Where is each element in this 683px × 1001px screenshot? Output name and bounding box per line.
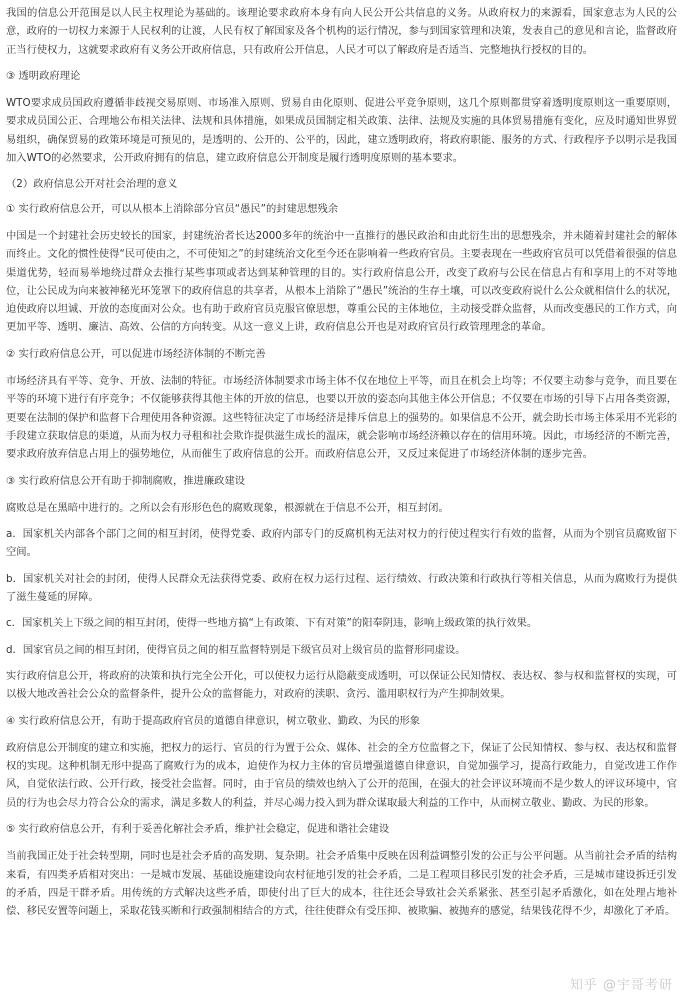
paragraph-item-c: c．国家机关上下级之间的相互封闭，使得一些地方搞“上有政策、下有对策”的阳奉阴违，影响上级政策的执行效果。: [6, 617, 538, 630]
paragraph-popular-sovereignty: 我国的信息公开范围是以人民主权理论为基础的。该理论要求政府本身有向人民公开公共信息的义务。从政府权力的来源看，国家意志为人民的公意，政府的一切权力来源于人民权利的让渡，人民有权了解国家及各个机构的运行情况，参与到国家管理和决策，发表自己的意见和言论，监督政府正当行使权力，这就要求政府有义务公开政府信息，只有政府公开信息，人民才可以了解政府是否适当、完整地执行授权的目的。: [6, 7, 677, 56]
paragraph-item-d: d．国家官员之间的相互封闭，使得官员之间的相互监督特别是下级官员对上级官员的监督形同虚设。: [6, 643, 466, 656]
heading-section-2: （2）政府信息公开对社会治理的意义: [6, 178, 178, 191]
heading-transparency-theory: ③ 透明政府理论: [6, 69, 81, 82]
paragraph-anti-corruption: 实行政府信息公开，将政府的决策和执行完全公开化，可以使权力运行从隐蔽变成透明，可以保证公民知情权、表达权、参与权和监督权的实现，可以极大地改善社会公众的监督条件，提升公众的监督能力，对政府的渎职、贪污、滥用职权行为产生抑制效果。: [6, 669, 677, 701]
paragraph-corruption-intro: 腐败总是在黑暗中进行的。之所以会有形形色色的腐败现象，根源就在于信息不公开，相互封闭。: [6, 501, 449, 514]
paragraph-social-conflicts: 当前我国正处于社会转型期，同时也是社会矛盾的高发期、复杂期。社会矛盾集中反映在因利益调整引发的公正与公平问题。从当前社会矛盾的结构来看，有四类矛盾相对突出：一是城市发展、基础设施建设向农村征地引发的社会矛盾，二是工程项目移民引发的社会矛盾，三是城市建设拆迁引发的矛盾，四是干群矛盾。用传统的方式解决这些矛盾，即使付出了巨大的成本，往往还会导致社会关系紧张、甚至引起矛盾激化，如在处理占地补偿、移民安置等问题上，采取花钱买断和行政强制相结合的方式，往往使群众有受压抑、被欺骗、被抛弃的感觉，结果钱花得不少，却激化了矛盾。: [6, 850, 677, 918]
paragraph-feudal-remnants: 中国是一个封建社会历史较长的国家，封建统治者长达2000多年的统治中一直推行的愚民政治和由此衍生出的思想残余，并未随着封建社会的解体而终止。文化的惯性使得“民可使由之，不可使知之”的封建统治文化至今还在影响着一些政府官员。主要表现在一些政府官员可以凭借着很强的信息渠道优势，轻而易举地绕过群众去推行某些事项或者达到某种管理的目的。实行政府信息公开，改变了政府与公民在信息占有和享用上的不对等地位，让公民成为向来被神秘光环笼罩下的政府信息的共享者，从根本上消除了“愚民”统治的生存土壤，可以改变政府说什么公众就相信什么的状况，迫使政府以坦诚、开放的态度面对公众。也有助于政府官员克服官僚思想，尊重公民的主体地位，主动接受群众监督，从而改变愚民的工作方式，向更加平等、透明、廉洁、高效、公信的方向转变。从这一意义上讲，政府信息公开也是对政府官员行政管理理念的革命。: [6, 229, 677, 334]
heading-point-3: ③ 实行政府信息公开有助于抑制腐败，推进廉政建设: [6, 474, 246, 487]
heading-point-1: ① 实行政府信息公开，可以从根本上消除部分官员“愚民”的封建思想残余: [6, 202, 339, 215]
paragraph-item-b: b．国家机关对社会的封闭，使得人民群众无法获得党委、政府在权力运行过程、运行绩效、行政决策和行政执行等相关信息，从而为腐败行为提供了滋生蔓延的屏障。: [6, 572, 677, 604]
heading-point-5: ⑤ 实行政府信息公开，有利于妥善化解社会矛盾，维护社会稳定，促进和谐社会建设: [6, 822, 390, 835]
paragraph-wto-transparency: WTO要求成员国政府遵循非歧视交易原则、市场准入原则、贸易自由化原则、促进公平竞争原则，这几个原则都贯穿着透明度原则这一重要原则，要求成员国公正、合理地公布相关法律、法规和具体措施，如果成员国制定相关政策、法律、法规及实施的具体贸易措施有变化，应及时通知世界贸易组织，确保贸易的政策环境是可预见的，是透明的、公开的、公平的，因此，建立透明政府，将政府职能、服务的方式、行政程序予以明示是我国加入WTO的必然要求，公开政府拥有的信息，建立政府信息公开制度是履行透明度原则的基本要求。: [6, 97, 677, 165]
zhihu-watermark: 知乎 @宇哥考研: [569, 978, 673, 993]
paragraph-item-a: a．国家机关内部各个部门之间的相互封闭，使得党委、政府内部专门的反腐机构无法对权力的行使过程实行有效的监督，从而为个别官员腐败留下空间。: [6, 528, 677, 559]
paragraph-moral-discipline: 政府信息公开制度的建立和实施，把权力的运行、官员的行为置于公众、媒体、社会的全方位监督之下，保证了公民知情权、参与权、表达权和监督权的实现。这种机制无形中提高了腐败行为的成本，迫使作为权力主体的官员增强道德自律意识，自觉加强学习，提高行政能力，自觉改进工作作风，自觉依法行政、公开行政，接受社会监督。同时，由于官员的绩效也纳入了公开的范围，在强大的社会评议环境而不是少数人的评议环境中，官员的行为也会尽力符合公众的需求，满足多数人的利益，并尽心竭力投入到为群众谋取最大利益的工作中，从而树立敬业、勤政、为民的形象。: [6, 741, 677, 809]
heading-point-4: ④ 实行政府信息公开，有助于提高政府官员的道德自律意识，树立敬业、勤政、为民的形象: [6, 714, 421, 727]
paragraph-market-economy: 市场经济具有平等、竞争、开放、法制的特征。市场经济体制要求市场主体不仅在地位上平等，而且在机会上均等；不仅要主动参与竞争，而且要在平等的环境下进行有序竞争；不仅能够获得其他主体的开放的信息，也要以开放的姿态向其他主体公开信息；不仅要在市场的引导下占用各类资源，更要在法制的保护和监督下合理使用各种资源。这些特征决定了市场经济是排斥信息上的强势的。如果信息不公开，就会助长市场主体采用不光彩的手段建立获取信息的渠道，从而为权力寻租和社会欺诈提供滋生成长的温床，就会影响市场经济赖以存在的信用环境。因此，市场经济的不断完善，要求政府放弃信息占用上的强势地位，从而催生了政府信息的公开。而政府信息公开，又反过来促进了市场经济体制的逐步完善。: [6, 375, 677, 461]
heading-point-2: ② 实行政府信息公开，可以促进市场经济体制的不断完善: [6, 347, 266, 360]
